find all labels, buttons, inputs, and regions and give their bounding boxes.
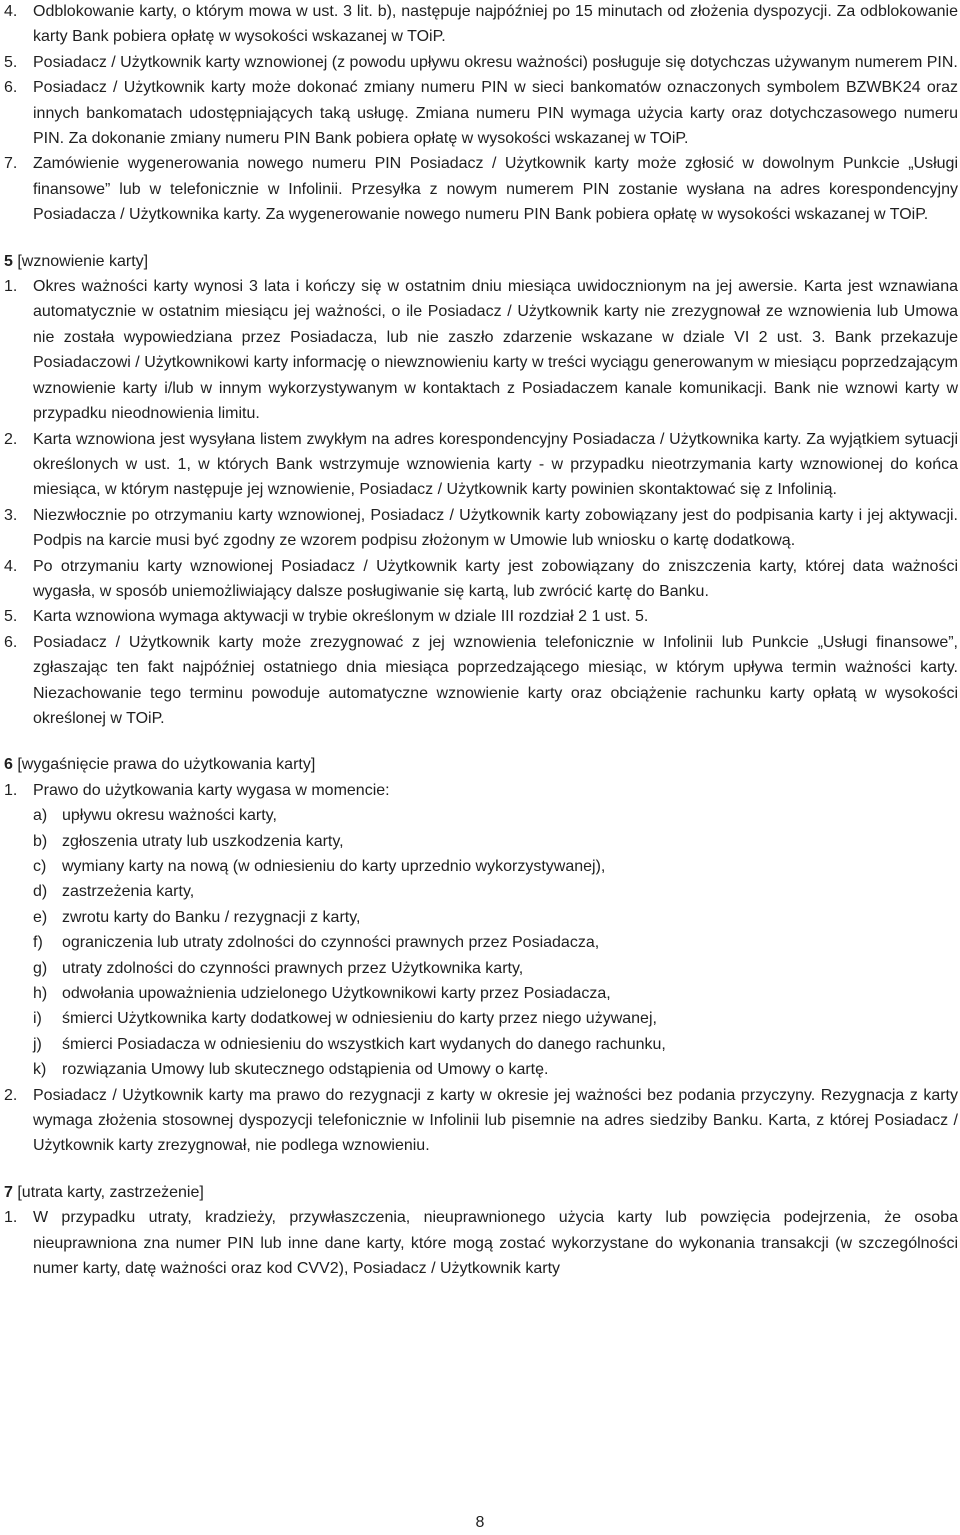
sub-item-letter: i) <box>33 1010 42 1028</box>
sub-item-letter: h) <box>33 985 48 1003</box>
item-number: 1. <box>4 781 18 799</box>
sub-item-letter: a) <box>33 807 48 825</box>
sub-item-letter: c) <box>33 858 47 875</box>
sub-item-letter: f) <box>33 934 43 952</box>
item-number: 7. <box>4 155 18 173</box>
item-text: W przypadku utraty, kradzieży, przywłaszczenia, nieuprawnionego użycia karty lub powzięcia podejrzenia, że osoba nieuprawniona zna numer PIN lub inne dane karty, które mogą zostać wykorzystane do wykonania transakcji (w szczególności numer karty, datę ważności oraz kod CVV2), Posiadacz / Użytkownik karty <box>33 1209 958 1278</box>
sub-item-text: rozwiązania Umowy lub skutecznego odstąpienia od Umowy o kartę. <box>62 1061 549 1079</box>
item-number: 1. <box>4 278 18 296</box>
sub-list-item <box>33 1032 958 1057</box>
item-number: 4. <box>4 557 18 575</box>
item-number: 2. <box>4 1086 18 1104</box>
list-item <box>4 1083 958 1159</box>
item-text: Posiadacz / Użytkownik karty ma prawo do rezygnacji z karty w okresie jej ważności bez podania przyczyny. Rezygnacja z karty wymaga złożenia stosownej dyspozycji telefonicznie w Infolinii lub pisemnie na adres siedziby Banku. Karta, z której Posiadacz / Użytkownik karty zrezygnował, nie podlega wznowieniu. <box>33 1086 958 1155</box>
item-text: Posiadacz / Użytkownik karty może zrezygnować z jej wznowienia telefonicznie w Infolinii lub Punkcie „Usługi finansowe”, zgłaszając ten fakt najpóźniej ostatniego dnia miesiąca poprzedzającego miesiąc, w którym upływa termin ważności karty. Niezachowanie tego terminu powoduje automatyczne wznowienie karty oraz obciążenie rachunku karty opłatą w wysokości określonej w TOiP. <box>33 633 958 727</box>
sub-item-text: śmierci Posiadacza w odniesieniu do wszystkich kart wydanych do danego rachunku, <box>62 1035 666 1053</box>
sub-item-text: zwrotu karty do Banku / rezygnacji z karty, <box>62 908 361 926</box>
list-item <box>4 0 958 50</box>
list-item <box>4 503 958 554</box>
item-text: Odblokowanie karty, o którym mowa w ust. 3 lit. b), następuje najpóźniej po 15 minutach od złożenia dyspozycji. Za odblokowanie karty Bank pobiera opłatę w wysokości wskazanej w TOiP. <box>33 3 958 46</box>
item-number: 6. <box>4 633 18 651</box>
sub-item-text: wymiany karty na nową (w odniesieniu do karty uprzednio wykorzystywanej), <box>62 858 606 875</box>
sub-item-text: odwołania upoważnienia udzielonego Użytkownikowi karty przez Posiadacza, <box>62 985 611 1003</box>
sub-list-item <box>33 981 958 1006</box>
list-item <box>4 630 958 732</box>
sub-item-letter: d) <box>33 883 48 901</box>
sub-item-text: zastrzeżenia karty, <box>62 883 195 901</box>
sub-list-item <box>33 930 958 955</box>
item-text: Karta wznowiona wymaga aktywacji w trybie określonym w dziale III rozdział 2 1 ust. 5. <box>33 608 649 626</box>
item-text: Prawo do użytkowania karty wygasa w momencie: <box>33 781 390 799</box>
sub-item-text: utraty zdolności do czynności prawnych przez Użytkownika karty, <box>62 959 524 977</box>
item-number: 3. <box>4 506 18 524</box>
document-page <box>4 0 958 1282</box>
list-item <box>4 427 958 503</box>
item-number: 1. <box>4 1209 18 1227</box>
item-number: 2. <box>4 430 18 448</box>
sub-list-item <box>33 905 958 930</box>
list-item <box>4 75 958 151</box>
sub-list-item <box>33 1057 958 1082</box>
list-item <box>4 778 958 803</box>
list-item <box>4 1205 958 1281</box>
sub-item-text: upływu okresu ważności karty, <box>62 807 277 825</box>
sub-item-letter: b) <box>33 832 48 850</box>
section-7-list <box>4 1205 958 1281</box>
section-heading <box>4 1180 958 1205</box>
item-number: 6. <box>4 79 18 97</box>
section-number: 5 <box>4 252 13 270</box>
list-item <box>4 554 958 605</box>
sub-list-item <box>33 803 958 828</box>
list-item <box>4 604 958 629</box>
section-5-list <box>4 274 958 731</box>
section-number: 7 <box>4 1183 13 1201</box>
sub-item-letter: e) <box>33 908 48 926</box>
sub-list-item <box>33 956 958 981</box>
list-item <box>4 50 958 75</box>
sub-list-item <box>33 1006 958 1031</box>
list-item <box>4 274 958 426</box>
section-title: [wygaśnięcie prawa do użytkowania karty] <box>17 756 316 774</box>
section-title: [utrata karty, zastrzeżenie] <box>17 1183 204 1201</box>
sub-item-letter: g) <box>33 959 48 977</box>
item-number: 5. <box>4 608 18 626</box>
top-list <box>4 0 958 228</box>
sub-list <box>4 803 958 1082</box>
section-heading <box>4 249 958 274</box>
item-text: Zamówienie wygenerowania nowego numeru PIN Posiadacz / Użytkownik karty może zgłosić w dowolnym Punkcie „Usługi finansowe” lub w telefonicznie w Infolinii. Przesyłka z nowym numerem PIN zostanie wysłana na adres korespondencyjny Posiadacza / Użytkownika karty. Za wygenerowanie nowego numeru PIN Bank pobiera opłatę w wysokości wskazanej w TOiP. <box>33 155 958 224</box>
item-text: Okres ważności karty wynosi 3 lata i kończy się w ostatnim dniu miesiąca uwidocznionym na jej awersie. Karta jest wznawiana automatycznie w ostatnim miesiącu jej ważności, o ile Posiadacz / Użytkownik karty nie zrezygnował ze wznowienia lub Umowa nie została wypowiedziana przez Posiadacza, lub nie zaszło zdarzenie wskazane w dziale VI 2 ust. 3. Bank przekazuje Posiadaczowi / Użytkownikowi karty informację o niewznowieniu karty w treści wyciągu generowanym w miesiącu poprzedzającym wznowienie karty i/lub w innym wykorzystywanym w kontaktach z Posiadaczem kanale komunikacji. Bank nie wznowi karty w przypadku nieodnowienia limitu. <box>33 278 958 423</box>
item-text: Po otrzymaniu karty wznowionej Posiadacz / Użytkownik karty jest zobowiązany do zniszczenia karty, której data ważności wygasła, w sposób uniemożliwiający dalsze posługiwanie się kartą, lub zwrócić kartę do Banku. <box>33 557 958 600</box>
item-text: Posiadacz / Użytkownik karty wznowionej (z powodu upływu okresu ważności) posługuje się dotychczas używanym numerem PIN. <box>33 53 958 71</box>
sub-item-letter: k) <box>33 1061 47 1079</box>
section-number: 6 <box>4 756 13 774</box>
item-text: Karta wznowiona jest wysyłana listem zwykłym na adres korespondencyjny Posiadacza / Użytkownika karty. Za wyjątkiem sytuacji określonych w ust. 1, w których Bank wstrzymuje wznowienia karty - w przypadku nieotrzymania karty wznowionej do końca miesiąca, w którym następuje jej wznowienie, Posiadacz / Użytkownik karty powinien skontaktować się z Infolinią. <box>33 430 958 499</box>
section-title: [wznowienie karty] <box>17 252 149 270</box>
section-heading <box>4 752 958 777</box>
item-text: Niezwłocznie po otrzymaniu karty wznowionej, Posiadacz / Użytkownik karty zobowiązany jest do podpisania karty i jej aktywacji. Podpis na karcie musi być zgodny ze wzorem podpisu złożonym w Umowie lub wniosku o kartę dodatkową. <box>33 506 958 550</box>
sub-list-item <box>33 879 958 904</box>
sub-list-item <box>33 829 958 854</box>
item-number: 4. <box>4 3 18 20</box>
page-number: 8 <box>475 1514 485 1531</box>
sub-list-item <box>33 854 958 879</box>
section-6-list <box>4 778 958 1159</box>
item-number: 5. <box>4 53 18 71</box>
sub-item-letter: j) <box>33 1035 42 1053</box>
list-item <box>4 151 958 227</box>
sub-item-text: zgłoszenia utraty lub uszkodzenia karty, <box>62 832 344 850</box>
sub-item-text: ograniczenia lub utraty zdolności do czynności prawnych przez Posiadacza, <box>62 934 600 952</box>
sub-item-text: śmierci Użytkownika karty dodatkowej w odniesieniu do karty przez niego używanej, <box>62 1010 657 1028</box>
item-text: Posiadacz / Użytkownik karty może dokonać zmiany numeru PIN w sieci bankomatów oznaczonych symbolem BZWBK24 oraz innych bankomatach udostępniających taką usługę. Zmiana numeru PIN wymaga użycia karty oraz dotychczasowego numeru PIN. Za dokonanie zmiany numeru PIN Bank pobiera opłatę w wysokości wskazanej w TOiP. <box>33 79 958 148</box>
